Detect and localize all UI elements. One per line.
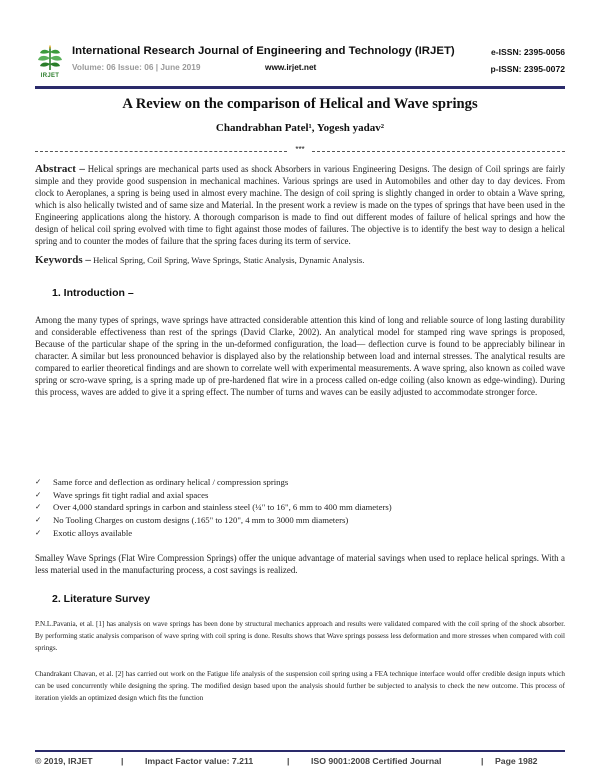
footer-iso: ISO 9001:2008 Certified Journal [311,756,442,766]
list-item: ✓ No Tooling Charges on custom designs (.165" to 120", 4 mm to 3000 mm diameters) [35,515,349,526]
footer-rule [35,750,565,752]
p-issn: p-ISSN: 2395-0072 [490,64,565,74]
literature-paragraph-2: Chandrakant Chavan, et al. [2] has carried out work on the Fatigue life analysis of the suspension coil spring using a FEA technique interface would offer credible design inputs which can be used concurrently while designing the spring. The modified design based upon the analysis should further be subjected to analysis to check the new outcome. This process of iteration yields an optimized design which fits the function [35,670,565,702]
feature-list [35,476,565,539]
checkmark-icon: ✓ [35,477,42,486]
footer-copyright: © 2019, IRJET [35,756,93,766]
irjet-logo-icon [35,44,65,78]
footer-page-number: Page 1982 [495,756,538,766]
list-item: ✓ Exotic alloys available [35,527,133,538]
keywords-label: Keywords – [35,254,91,266]
keywords [35,254,364,266]
list-item: ✓ Same force and deflection as ordinary helical / compression springs [35,477,289,487]
title-separator [35,147,565,155]
e-issn: e-ISSN: 2395-0056 [490,47,565,57]
literature-paragraph-1: P.N.L.Pavania, et al. [1] has analysis on wave springs has been done by structural mechanics approach and results were validated compared with the coil spring of the shock absorber. By performing static analysis comparison of wave spring with coil spring is done. Results shows that Wave springs possess less deformation and more stresses when compared with coil springs. [35,620,565,652]
abstract-text: Helical springs are mechanical parts used as shock Absorbers in various Engineering Designs. The design of Coil springs are fairly simple and they provide good suspension in mechanical machines. Various springs are used in Automobiles and other day to day devices. From clock to Aeroplanes, a spring is being used in almost every machine. The design of coil spring is slightly changed in order to obtain a Wave spring, which is also helically twisted and of same size and Material. In the present work a review is made on the types of springs that have been used in the Engineering applications along the history. A thorough comparison is made to find out different modes of failure of helical springs and how the design of helical coil spring evolved with time to fight against those modes of failures. The objective is to identify the best way to design a helical spring and to counter the modes of failure that the spring faces during its term of service. [35,164,566,246]
paper-title: A Review on the comparison of Helical and Wave springs [122,96,478,112]
footer-divider: | [481,756,484,766]
journal-name: International Research Journal of Engineering and Technology (IRJET) [72,45,455,57]
journal-header [35,44,565,84]
logo-text: IRJET [40,73,60,79]
abstract [35,163,565,247]
checkmark-icon: ✓ [35,527,42,537]
keywords-text: Helical Spring, Coil Spring, Wave Springs, Static Analysis, Dynamic Analysis. [90,255,365,265]
list-item: ✓ Over 4,000 standard springs in carbon and stainless steel (¼" to 16", 6 mm to 400 mm diameters) [35,502,392,513]
checkmark-icon: ✓ [35,502,42,512]
separator-mark: *** [295,145,305,154]
section-heading-introduction: 1. Introduction – [52,287,134,299]
list-item: ✓ Wave springs fit tight radial and axial spaces [35,489,209,500]
smalley-paragraph: Smalley Wave Springs (Flat Wire Compression Springs) offer the unique advantage of material savings when used to replace helical springs. With a less material used in the manufacturing process, a cost savings is realized. [35,553,565,575]
journal-website-link[interactable]: www.irjet.net [265,62,317,72]
footer-divider: | [287,756,290,766]
volume-info: Volume: 06 Issue: 06 | June 2019 [72,62,201,72]
introduction-paragraph: Among the many types of springs, wave springs have attracted considerable attention this kind of long and reliable source of long lasting durability and considerable effectiveness than rest of the springs (David Clarke, 2002). An analytical model for stamped ring wave springs is proposed, Because of the particular shape of the spring in the un-deformed configuration, the load— deflection curve is found to be appreciably bilinear in character. A similar but less pronounced behavior is displayed also by the relationship between load and internal stresses. The analytical results are compared to earlier theoretical findings and are shown to correlate well with experimental measurements. A wave spring, also known as coiled wave spring or scro-wave spring, is a spring made up of pre-hardened flat wire in a process called on-edge coiling (also known as edge-winding). During this process, waves are added to give it a spring effect. The number of turns and waves can be easily adjusted to accommodate stronger force. [35,315,565,397]
section-heading-literature-survey: 2. Literature Survey [52,593,151,605]
header-rule [35,86,565,89]
footer-divider: | [121,756,124,766]
abstract-label: Abstract – [35,163,85,175]
paper-authors: Chandrabhan Patel¹, Yogesh yadav² [215,122,385,134]
checkmark-icon: ✓ [35,489,42,499]
footer-impact-factor: Impact Factor value: 7.211 [145,756,254,766]
checkmark-icon: ✓ [35,515,42,525]
